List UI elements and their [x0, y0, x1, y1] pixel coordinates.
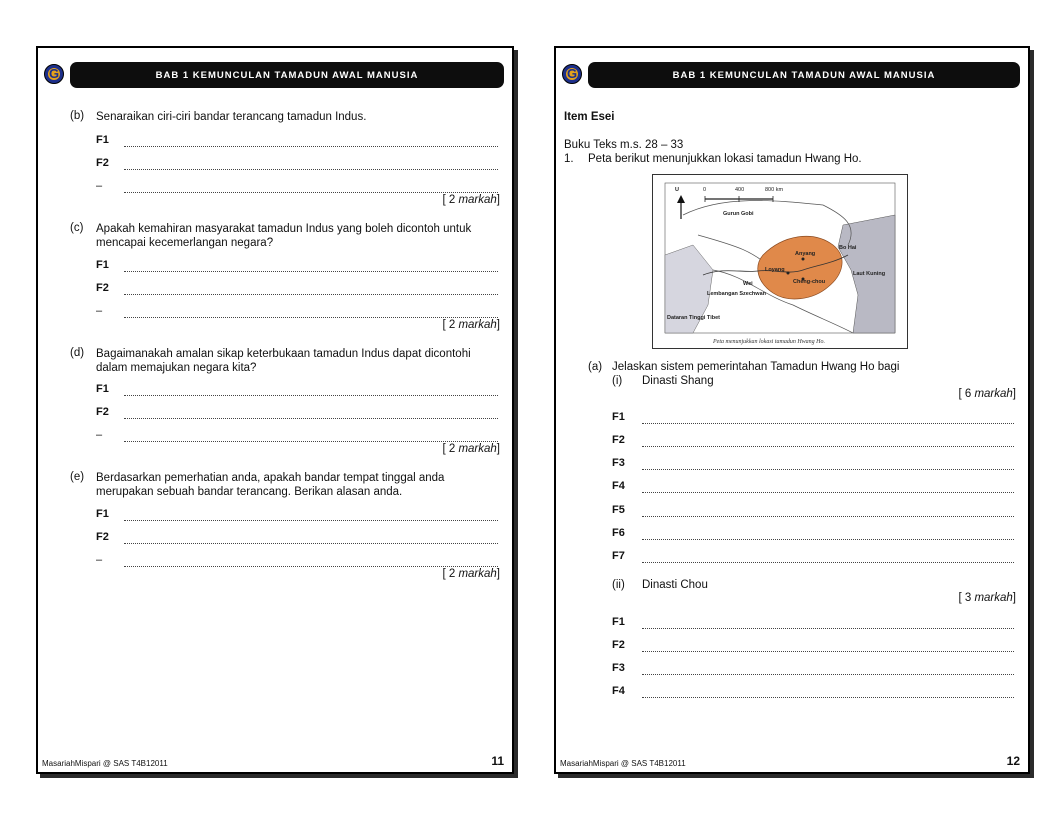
answer-label: F7 [612, 550, 625, 562]
question-1-text: Peta berikut menunjukkan lokasi tamadun Hwang Ho. [588, 153, 862, 165]
question-c-text-1: Apakah kemahiran masyarakat tamadun Indus yang boleh dicontoh untuk [96, 223, 472, 235]
hwang-ho-map [652, 174, 908, 349]
answer-label: F1 [612, 616, 625, 628]
answer-line-c-3[interactable] [124, 316, 498, 318]
answer-label: F4 [612, 685, 625, 697]
part-a-label: (a) [588, 361, 603, 373]
answer-label: F6 [612, 527, 625, 539]
answer-label: F1 [96, 383, 109, 395]
school-logo-icon [44, 64, 64, 84]
map-north-label: U [675, 187, 679, 193]
answer-label: – [96, 554, 103, 566]
chapter-header: BAB 1 KEMUNCULAN TAMADUN AWAL MANUSIA [588, 62, 1020, 88]
answer-line-a-ii-4[interactable] [642, 696, 1014, 698]
map-scale-800: 800 km [765, 187, 784, 193]
map-label-szechwan: Lembangan Szechwan [707, 291, 766, 297]
answer-line-d-2[interactable] [124, 417, 498, 419]
map-label-anyang: Anyang [795, 251, 816, 257]
answer-line-d-1[interactable] [124, 394, 498, 396]
answer-label: F3 [612, 457, 625, 469]
answer-line-a-i-3[interactable] [642, 468, 1014, 470]
question-d-label: (d) [70, 347, 85, 359]
answer-line-c-1[interactable] [124, 270, 498, 272]
map-image [653, 175, 907, 348]
marks-d: [ 2 markah] [442, 443, 500, 455]
marks-c: [ 2 markah] [442, 319, 500, 331]
marks-a-ii: [ 3 markah] [958, 592, 1016, 604]
part-a-ii-label: (ii) [612, 579, 625, 591]
answer-line-e-2[interactable] [124, 542, 498, 544]
answer-line-a-i-1[interactable] [642, 422, 1014, 424]
map-scale-400: 400 [735, 187, 745, 193]
part-a-text: Jelaskan sistem pemerintahan Tamadun Hwang Ho bagi [612, 361, 900, 373]
answer-label: F5 [612, 504, 625, 516]
answer-label: F2 [96, 157, 109, 169]
page-12 [554, 46, 1030, 774]
question-b-label: (b) [70, 110, 85, 122]
page-number: 11 [491, 754, 504, 768]
answer-line-e-1[interactable] [124, 519, 498, 521]
question-e-label: (e) [70, 471, 85, 483]
answer-line-e-3[interactable] [124, 565, 498, 567]
section-title: Item Esei [564, 111, 615, 123]
question-c-text-2: mencapai kecemerlangan negara? [96, 237, 274, 249]
answer-line-b-2[interactable] [124, 168, 498, 170]
answer-label: F2 [96, 531, 109, 543]
textbook-reference: Buku Teks m.s. 28 – 33 [564, 139, 684, 151]
marks-e: [ 2 markah] [442, 568, 500, 580]
map-caption: Peta menunjukkan lokasi tamadun Hwang Ho. [713, 339, 825, 345]
answer-label: F2 [612, 639, 625, 651]
map-label-gobi: Gurun Gobi [723, 211, 754, 217]
answer-line-a-i-6[interactable] [642, 538, 1014, 540]
answer-line-a-ii-3[interactable] [642, 673, 1014, 675]
map-label-tibet: Dataran Tinggi Tibet [667, 315, 720, 321]
answer-label: F1 [612, 411, 625, 423]
footer-author: MasariahMispari @ SAS T4B12011 [560, 759, 686, 768]
answer-label: F1 [96, 508, 109, 520]
question-d-text-1: Bagaimanakah amalan sikap keterbukaan tamadun Indus dapat dicontohi [96, 348, 471, 360]
marks-a-i: [ 6 markah] [958, 388, 1016, 400]
map-label-bohai: Bo Hai [839, 245, 857, 251]
answer-line-a-i-7[interactable] [642, 561, 1014, 563]
answer-label: F3 [612, 662, 625, 674]
answer-line-a-i-4[interactable] [642, 491, 1014, 493]
map-label-laut-kuning: Laut Kuning [853, 271, 886, 277]
part-a-ii-text: Dinasti Chou [642, 579, 708, 591]
question-b-text: Senaraikan ciri-ciri bandar terancang tamadun Indus. [96, 111, 367, 123]
answer-line-b-1[interactable] [124, 145, 498, 147]
part-a-i-label: (i) [612, 375, 623, 387]
question-e-text-2: merupakan sebuah bandar terancang. Berikan alasan anda. [96, 486, 403, 498]
question-c-label: (c) [70, 222, 84, 234]
map-label-cheng-chou: Cheng-chou [793, 279, 826, 285]
answer-label: F2 [612, 434, 625, 446]
answer-line-a-ii-2[interactable] [642, 650, 1014, 652]
answer-line-b-3[interactable] [124, 191, 498, 193]
question-d-text-2: dalam memajukan negara kita? [96, 362, 257, 374]
school-logo-icon [562, 64, 582, 84]
answer-label: F2 [96, 406, 109, 418]
answer-line-a-i-2[interactable] [642, 445, 1014, 447]
map-label-wei: Wei [743, 281, 753, 287]
part-a-i-text: Dinasti Shang [642, 375, 714, 387]
answer-line-a-ii-1[interactable] [642, 627, 1014, 629]
map-scale-0: 0 [703, 187, 707, 193]
footer-author: MasariahMispari @ SAS T4B12011 [42, 759, 168, 768]
answer-label: F1 [96, 259, 109, 271]
answer-label: – [96, 305, 103, 317]
answer-label: – [96, 429, 103, 441]
map-label-loyang: Loyang [765, 267, 785, 273]
question-1-number: 1. [564, 153, 574, 165]
question-e-text-1: Berdasarkan pemerhatian anda, apakah bandar tempat tinggal anda [96, 472, 445, 484]
answer-line-c-2[interactable] [124, 293, 498, 295]
page-11 [36, 46, 514, 774]
answer-label: F4 [612, 480, 625, 492]
answer-label: F1 [96, 134, 109, 146]
answer-label: – [96, 180, 103, 192]
marks-b: [ 2 markah] [442, 194, 500, 206]
answer-line-a-i-5[interactable] [642, 515, 1014, 517]
answer-line-d-3[interactable] [124, 440, 498, 442]
chapter-header: BAB 1 KEMUNCULAN TAMADUN AWAL MANUSIA [70, 62, 504, 88]
page-number: 12 [1006, 754, 1020, 768]
answer-label: F2 [96, 282, 109, 294]
